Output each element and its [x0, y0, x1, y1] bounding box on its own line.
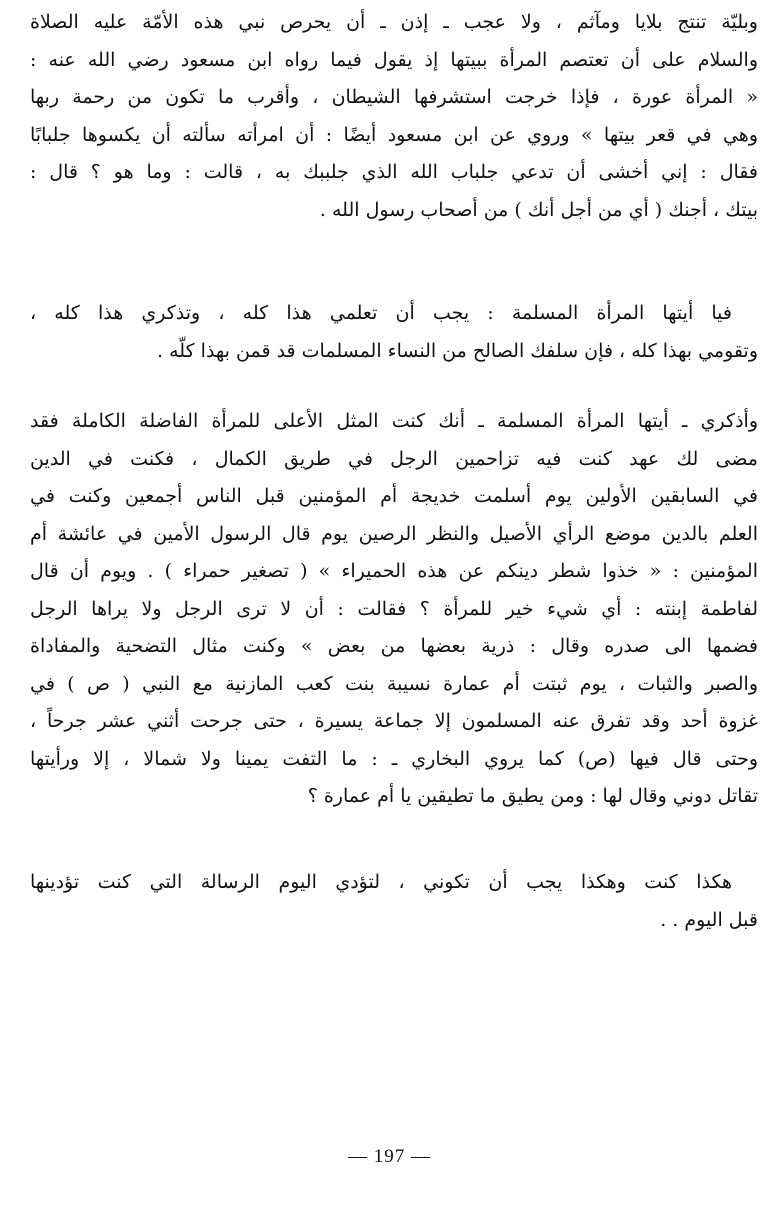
paragraph-4	[30, 864, 758, 939]
paragraph-line: هكذا كنت وهكذا يجب أن تكوني ، لتؤدي اليوم الرسالة التي كنت تؤدينها	[30, 871, 732, 893]
paragraph-1	[30, 4, 758, 229]
paragraph-line: وبليّة تنتج بلايا ومآثم ، ولا عجب ـ إذن ـ أن يحرص نبي هذه الأمّة عليه الصلاة	[30, 11, 758, 33]
paragraph-line: قبل اليوم . .	[660, 908, 758, 931]
paragraph-line: وحتى قال فيها (ص) كما يروي البخاري ـ : ما التفت يمينا ولا شمالا ، إلا ورأيتها	[30, 747, 758, 770]
paragraph-line: « المرأة عورة ، فإذا خرجت استشرفها الشيطان ، وأقرب ما تكون من رحمة ربها	[30, 86, 758, 108]
paragraph-line: غزوة أحد وقد تفرق عنه المسلمون إلا جماعة يسيرة ، حتى جرحت أثني عشر جرحاً ،	[30, 710, 758, 732]
paragraph-line: لفاطمة إبنته : أي شيء خير للمرأة ؟ فقالت : أن لا ترى الرجل ولا يراها الرجل	[30, 597, 758, 620]
page-number: — 197 —	[348, 1146, 431, 1167]
paragraph-line: مضى لك عهد كنت فيه تزاحمين الرجل في طريق الكمال ، فكنت في الدين	[30, 447, 758, 470]
paragraph-line: العلم بالدين موضع الرأي الأصيل والنظر الرصين يوم قال الرسول الأمين في عائشة أم	[30, 522, 758, 545]
paragraph-line: تقاتل دوني وقال لها : ومن يطيق ما تطيقين يا أم عمارة ؟	[307, 785, 758, 807]
paragraph-2	[30, 295, 758, 370]
paragraph-line: وأذكري ـ أيتها المرأة المسلمة ـ أنك كنت المثل الأعلى للمرأة الفاضلة الكاملة فقد	[30, 410, 758, 432]
paragraph-3	[30, 403, 758, 816]
paragraph-line: والصبر والثبات ، يوم ثبتت أم عمارة نسيبة بنت كعب المازنية مع النبي ( ص ) في	[30, 672, 758, 695]
paragraph-line: وهي في قعر بيتها » وروي عن ابن مسعود أيضًا : أن امرأته سألته أن يكسوها جلبابًا	[30, 123, 758, 146]
paragraph-line: بيتك ، أجنك ( أي من أجل أنك ) من أصحاب رسول الله .	[319, 198, 758, 221]
paragraph-line: المؤمنين : « خذوا شطر دينكم عن هذه الحميراء » ( تصغير حمراء ) . ويوم أن قال	[30, 560, 758, 582]
paragraph-line: والسلام على أن تعتصم المرأة ببيتها إذ يقول فيما رواه ابن مسعود رضي الله عنه :	[30, 48, 758, 71]
paragraph-line: فضمها الى صدره وقال : ذرية بعضها من بعض » وكنت مثال التضحية والمفاداة	[30, 635, 758, 657]
paragraph-line: وتقومي بهذا كله ، فإن سلفك الصالح من النساء المسلمات قد قمن بهذا كلّه .	[157, 339, 758, 362]
paragraph-line: في السابقين الأولين يوم أسلمت خديجة أم المؤمنين قبل الناس أجمعين وكنت في	[30, 485, 758, 507]
paragraph-line: فقال : إني أخشى أن تدعي جلباب الله الذي جلببك به ، قالت : وما هو ؟ قال :	[30, 161, 758, 183]
paragraph-line: فيا أيتها المرأة المسلمة : يجب أن تعلمي هذا كله ، وتذكري هذا كله ،	[30, 302, 732, 324]
